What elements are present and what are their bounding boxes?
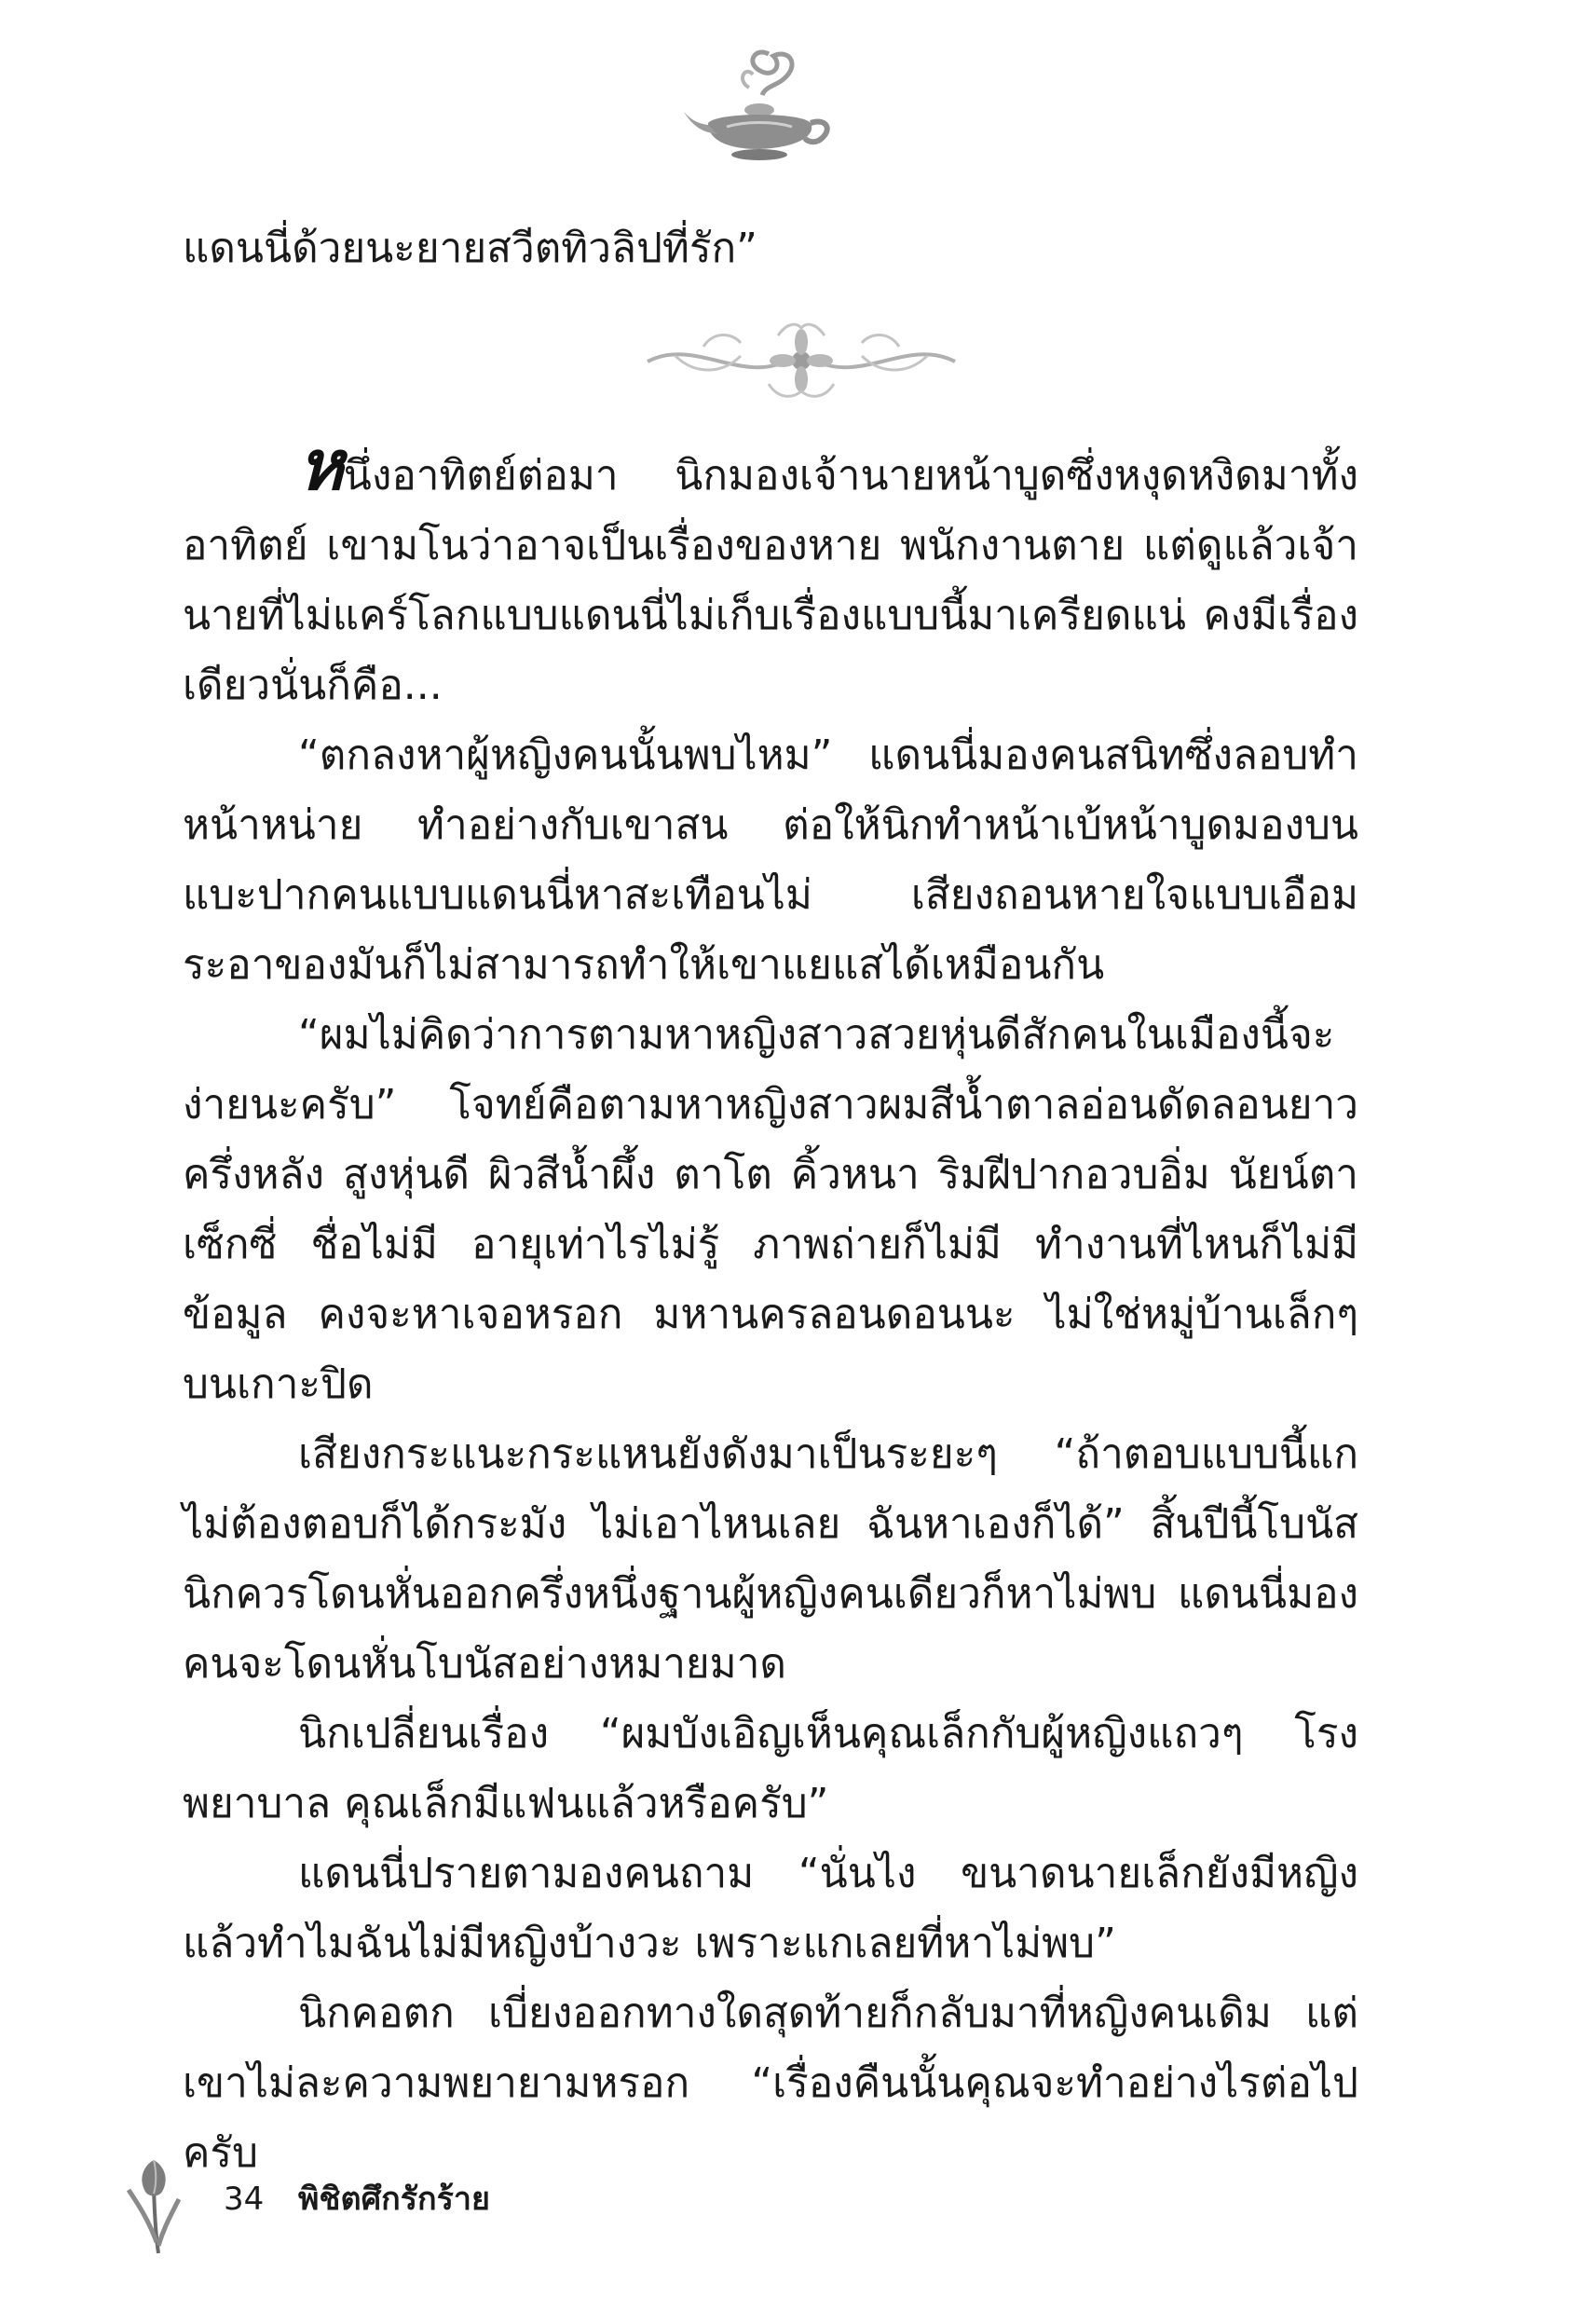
continued-text-line: แดนนี่ด้วยนะยายสวีตทิวลิปที่รัก” [183,225,757,272]
paragraph: แดนนี่ปรายตามองคนถาม “นั่นไง ขนาดนายเล็กยังมีหญิง แล้วทำไมฉันไม่มีหญิงบ้างวะ เพราะแกเลยที่หาไม่พบ” [183,1850,1358,1967]
paragraph: เสียงกระแนะกระแหนยังดังมาเป็นระยะๆ “ถ้าตอบแบบนี้แกไม่ต้องตอบก็ได้กระมัง ไม่เอาไหนเลย ฉันหาเองก็ได้” สิ้นปีนี้โบนัสนิกควรโดนหั่นออกครึ่งหนึ่งฐานผู้หญิงคนเดียวก็หาไม่พบ แดนนี่มองคนจะโดนหั่นโบนัสอย่างหมายมาด [183,1430,1358,1688]
book-title: พิชิตศึกรักร้าย [298,2181,490,2218]
page-number: 34 [224,2181,265,2218]
body-text [183,426,1358,2188]
paragraph: “ผมไม่คิดว่าการตามหาหญิงสาวสวยหุ่นดีสักคนในเมืองนี้จะง่ายนะครับ” โจทย์คือตามหาหญิงสาวผมสีน้ำตาลอ่อนดัดลอนยาวครึ่งหลัง สูงหุ่นดี ผิวสีน้ำผึ้ง ตาโต คิ้วหนา ริมฝีปากอวบอิ่ม นัยน์ตาเซ็กซี่ ชื่อไม่มี อายุเท่าไรไม่รู้ ภาพถ่ายก็ไม่มี ทำงานที่ไหนก็ไม่มีข้อมูล คงจะหาเจอหรอก มหานครลอนดอนนะ ไม่ใช่หมู่บ้านเล็กๆ บนเกาะปิด [183,1011,1358,1408]
page-footer [121,2153,680,2255]
floral-scroll-icon [638,309,964,412]
drop-cap: ห [298,426,344,506]
paragraph: นิกคอตก เบี่ยงออกทางใดสุดท้ายก็กลับมาที่หญิงคนเดิม แต่เขาไม่ละความพยายามหรอก “เรื่องคืนนั้นคุณจะทำอย่างไรต่อไปครับ [183,1990,1358,2177]
paragraph: นิกเปลี่ยนเรื่อง “ผมบังเอิญเห็นคุณเล็กกับผู้หญิงแถวๆ โรงพยาบาล คุณเล็กมีแฟนแล้วหรือครับ” [183,1710,1358,1827]
paragraph: “ตกลงหาผู้หญิงคนนั้นพบไหม” แดนนี่มองคนสนิทซึ่งลอบทำหน้าหน่าย ทำอย่างกับเขาสน ต่อให้นิกทำหน้าเบ้หน้าบูดมองบนแบะปากคนแบบแดนนี่หาสะเทือนไม่ เสียงถอนหายใจแบบเอือมระอาของมันก็ไม่สามารถทำให้เขาแยแสได้เหมือนกัน [183,732,1358,989]
genie-lamp-icon [680,37,839,177]
paragraph [183,426,1358,720]
paragraph-text: นึ่งอาทิตย์ต่อมา นิกมองเจ้านายหน้าบูดซึ่งหงุดหงิดมาทั้งอาทิตย์ เขามโนว่าอาจเป็นเรื่องของหาย พนักงานตาย แต่ดูแล้วเจ้านายที่ไม่แคร์โลกแบบแดนนี่ไม่เก็บเรื่องแบบนี้มาเครียดแน่ คงมีเรื่องเดียวนั่นก็คือ... [183,452,1358,709]
tulip-icon [121,2153,186,2255]
